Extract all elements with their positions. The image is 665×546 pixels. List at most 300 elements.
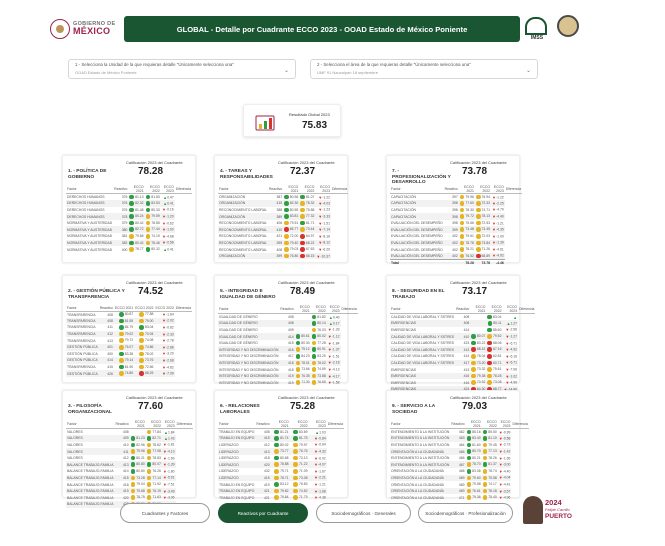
chevron-down-icon[interactable]: ⌄ xyxy=(283,68,289,74)
table-row[interactable] xyxy=(66,461,193,468)
diff-cell xyxy=(309,488,327,495)
table-row[interactable] xyxy=(66,337,192,344)
table-row[interactable] xyxy=(390,246,522,253)
ecco-2021-value: 76.80 xyxy=(289,254,299,259)
ecco-2021-cell xyxy=(114,318,134,325)
table-row[interactable] xyxy=(66,331,192,338)
table-row[interactable] xyxy=(218,442,344,449)
column-header[interactable]: Factor xyxy=(390,420,450,429)
table-row[interactable] xyxy=(66,311,192,318)
tab-cuadrantes[interactable]: Cuadrantes y Factores xyxy=(120,503,210,523)
ecco-2022-value: 78.46 xyxy=(151,240,160,245)
table-row[interactable] xyxy=(218,346,358,353)
status-dot-icon xyxy=(274,489,279,494)
diff-value: -1.51 xyxy=(331,354,340,359)
column-header[interactable]: Diferencia xyxy=(175,305,191,310)
ecco-2021-value: 74.80 xyxy=(124,371,134,376)
arrow-down-icon: ▼ xyxy=(327,367,332,373)
reactivo-cell: 417 xyxy=(287,354,294,359)
ecco-2022-cell xyxy=(145,220,161,227)
column-header[interactable]: Factor xyxy=(390,305,455,314)
diff-cell xyxy=(498,442,512,449)
table-row[interactable] xyxy=(218,448,344,455)
table-row[interactable] xyxy=(390,200,522,207)
table-row[interactable] xyxy=(218,327,358,334)
ecco-2021-cell xyxy=(295,340,311,347)
status-dot-icon xyxy=(467,449,472,454)
column-header[interactable]: ECCO 2023 xyxy=(309,420,327,429)
arrow-down-icon: ▼ xyxy=(162,488,167,494)
reactivo-cell: 420 xyxy=(123,495,129,500)
status-dot-icon xyxy=(312,354,317,359)
ecco-2021-cell xyxy=(128,194,144,201)
table-row[interactable] xyxy=(66,455,193,462)
quadrant-panel xyxy=(214,275,357,386)
diff-cell xyxy=(502,314,518,321)
table-row[interactable] xyxy=(66,220,192,227)
table-row[interactable] xyxy=(390,455,529,462)
ecco-2021-value: 82.72 xyxy=(135,227,144,232)
status-dot-icon xyxy=(131,449,136,454)
brand-word: PUERTO xyxy=(545,513,572,520)
column-header[interactable]: ECCO 2021 xyxy=(466,420,482,429)
diff-cell xyxy=(162,475,176,482)
table-row[interactable] xyxy=(218,220,348,227)
diff-value: 0.17 xyxy=(332,321,340,326)
table-row[interactable] xyxy=(390,194,522,201)
status-dot-icon xyxy=(471,341,476,346)
ecco-2021-value: 80.68 xyxy=(280,456,289,461)
column-header[interactable]: Diferencia xyxy=(331,185,348,194)
table-row[interactable] xyxy=(390,448,529,455)
reactivos-table xyxy=(390,305,535,393)
reactivo-cell: 426 xyxy=(99,370,114,377)
table-row[interactable] xyxy=(390,353,535,360)
table-row[interactable] xyxy=(66,475,193,482)
column-header[interactable]: Diferencia xyxy=(511,420,528,429)
table-row[interactable] xyxy=(218,435,344,442)
column-header[interactable]: ECCO 2021 xyxy=(459,185,475,194)
status-dot-icon xyxy=(147,449,152,454)
ecco-2021-cell xyxy=(128,220,144,227)
diff-cell xyxy=(161,220,175,227)
table-row[interactable] xyxy=(66,233,192,240)
column-header[interactable]: ECCO 2021 xyxy=(271,420,290,429)
table-row[interactable] xyxy=(390,320,535,327)
arrow-down-icon: ▼ xyxy=(318,214,323,220)
diff-value: -7.06 xyxy=(509,367,518,372)
table-row[interactable] xyxy=(390,226,522,233)
table-row[interactable] xyxy=(390,379,535,386)
diff-value: -4.99 xyxy=(509,380,518,385)
arrow-up-icon: ▲ xyxy=(164,429,168,435)
factor-cell: RECONOCIMIENTO LABORAL xyxy=(219,227,267,232)
ecco-2022-cell xyxy=(299,207,315,214)
imss-logo xyxy=(525,17,549,41)
quadrant-name: 9. - SERVICIO A LA SOCIEDAD xyxy=(392,404,436,415)
table-row[interactable] xyxy=(390,233,522,240)
ecco-2022-value: 75.88 xyxy=(305,207,315,212)
diff-value: -8.16 xyxy=(322,234,330,239)
table-row[interactable] xyxy=(218,340,358,347)
column-header[interactable]: ECCO 2022 xyxy=(482,420,498,429)
table-row[interactable] xyxy=(218,240,348,247)
table-row[interactable] xyxy=(390,494,529,501)
reactivo-cell: 417 xyxy=(455,360,470,367)
column-header[interactable]: ECCO 2023 xyxy=(161,185,175,194)
column-header[interactable]: Factor xyxy=(218,305,279,314)
table-row[interactable] xyxy=(218,207,348,214)
column-header[interactable]: ECCO 2021 xyxy=(128,185,144,194)
table-row[interactable] xyxy=(66,364,192,371)
column-header[interactable]: Diferencia xyxy=(341,305,358,314)
reactivo-cell: 395 xyxy=(268,240,283,247)
status-dot-icon xyxy=(274,495,279,500)
ecco-2022-value: 78.82 xyxy=(152,442,161,447)
ecco-2022-cell xyxy=(482,429,498,436)
table-row[interactable] xyxy=(390,475,529,482)
status-dot-icon xyxy=(139,345,144,350)
arrow-down-icon: ▼ xyxy=(314,468,318,474)
table-row[interactable] xyxy=(218,488,344,495)
ecco-2021-cell xyxy=(470,379,486,386)
ecco-2022-value: 82.71 xyxy=(152,436,161,441)
table-row[interactable] xyxy=(390,213,522,220)
arrow-down-icon: ▼ xyxy=(327,334,332,340)
table-row[interactable] xyxy=(66,351,192,358)
arrow-down-icon: ▼ xyxy=(327,347,332,353)
table-row[interactable] xyxy=(66,442,193,449)
status-dot-icon xyxy=(274,436,279,441)
column-header[interactable]: ECCO 2021 xyxy=(283,185,299,194)
factor-cell: IGUALDAD DE GÉNERO xyxy=(218,333,279,340)
arrow-down-icon: ▼ xyxy=(498,475,503,481)
diff-value: 0.41 xyxy=(167,247,174,252)
diff-value: -6.71 xyxy=(509,360,518,365)
table-row[interactable] xyxy=(390,481,529,488)
ecco-2021-cell xyxy=(466,481,482,488)
factor-cell: BALANCE TRABAJO-FAMILIA xyxy=(67,475,114,480)
column-header[interactable]: Diferencia xyxy=(327,420,344,429)
table-row[interactable] xyxy=(390,253,522,260)
factor-cell: EMERGENCIAS xyxy=(390,320,455,327)
table-row[interactable] xyxy=(218,461,344,468)
diff-value: -4.35 xyxy=(495,227,504,232)
column-header[interactable]: ECCO 2022 xyxy=(146,420,162,429)
diff-cell xyxy=(309,455,327,462)
column-header[interactable]: Factor xyxy=(66,305,99,311)
column-header[interactable]: Factor xyxy=(66,185,113,194)
status-dot-icon xyxy=(487,328,492,333)
arrow-down-icon: ▼ xyxy=(505,347,510,353)
table-row[interactable] xyxy=(218,333,358,340)
diff-value: -7.14 xyxy=(322,227,330,232)
table-row[interactable] xyxy=(218,481,344,488)
table-row[interactable] xyxy=(218,246,348,253)
table-row[interactable] xyxy=(218,226,348,233)
column-header[interactable]: ECCO 2022 xyxy=(299,185,315,194)
tab-socio-profesionalizacion[interactable]: Sociodemográficos · Profesionalización xyxy=(418,503,513,523)
ecco-2022-cell xyxy=(482,448,498,455)
table-row[interactable] xyxy=(218,366,358,373)
quadrant-panel xyxy=(386,390,528,501)
table-row[interactable] xyxy=(66,200,192,207)
column-header[interactable]: ECCO 2021 xyxy=(130,420,146,429)
quadrant-name: 4. - TAREAS Y RESPONSABILIDADES xyxy=(220,169,273,180)
table-row[interactable] xyxy=(390,435,529,442)
table-row[interactable] xyxy=(218,468,344,475)
ecco-2022-value: 81.07 xyxy=(305,194,315,199)
table-row[interactable] xyxy=(66,240,192,247)
factor-cell: EVALUACIÓN DEL DESEMPEÑO xyxy=(391,240,443,245)
status-dot-icon xyxy=(131,469,136,474)
column-header[interactable]: ECCO 2021 xyxy=(295,305,311,314)
table-row[interactable] xyxy=(390,340,535,347)
table-row[interactable] xyxy=(390,366,535,373)
column-header[interactable]: Reactivo xyxy=(268,185,283,194)
table-row[interactable] xyxy=(218,475,344,482)
ecco-2021-cell xyxy=(295,327,311,334)
table-row[interactable] xyxy=(218,353,358,360)
quadrant-name: 2. - GESTIÓN PÚBLICA Y TRANSPARENCIA xyxy=(68,289,125,300)
ecco-2021-value: 73.48 xyxy=(465,227,474,232)
column-header[interactable]: Factor xyxy=(218,420,255,429)
table-row[interactable] xyxy=(66,370,192,377)
table-row[interactable] xyxy=(390,442,529,449)
arrow-down-icon: ▼ xyxy=(162,214,166,220)
diff-value: -4.32 xyxy=(317,449,326,454)
column-header[interactable]: Factor xyxy=(390,185,444,194)
diff-cell xyxy=(491,200,505,207)
diff-value: -4.41 xyxy=(502,482,511,487)
status-dot-icon xyxy=(119,358,124,363)
column-header[interactable]: Reactivo xyxy=(455,305,470,314)
column-header[interactable]: ECCO 2022 xyxy=(135,305,154,310)
column-header[interactable]: Reactivo xyxy=(255,420,270,429)
table-row[interactable] xyxy=(390,327,535,334)
table-row[interactable] xyxy=(218,379,358,386)
column-header[interactable]: Reactivo xyxy=(113,185,128,194)
status-dot-icon xyxy=(476,214,481,219)
column-header[interactable]: Diferencia xyxy=(505,185,522,194)
table-row[interactable] xyxy=(390,346,535,353)
diff-cell xyxy=(154,311,174,318)
ecco-2022-value: 72.53 xyxy=(481,221,491,226)
status-dot-icon xyxy=(284,195,289,200)
ecco-2022-cell xyxy=(482,435,498,442)
table-row[interactable] xyxy=(66,448,193,455)
ecco-2022-cell xyxy=(134,364,154,371)
factor-cell: CALIDAD DE VIDA LABORAL Y SSTRES xyxy=(391,360,455,365)
status-dot-icon xyxy=(146,201,151,206)
diff-cell xyxy=(491,207,505,214)
ecco-2022-cell xyxy=(299,194,315,201)
ecco-2022-cell xyxy=(145,240,161,247)
table-row[interactable] xyxy=(218,360,358,367)
table-row[interactable] xyxy=(66,207,192,214)
table-row[interactable] xyxy=(390,429,529,436)
status-dot-icon xyxy=(293,443,298,448)
table-row[interactable] xyxy=(218,194,348,201)
tab-socio-generales[interactable]: Sociodemográficos · Generales xyxy=(316,503,411,523)
factor-cell: IGUALDAD DE GÉNERO xyxy=(219,341,258,346)
table-row[interactable] xyxy=(66,494,193,501)
table-row[interactable] xyxy=(66,435,193,442)
table-row[interactable] xyxy=(66,429,193,436)
status-dot-icon xyxy=(147,436,152,441)
table-row[interactable] xyxy=(390,461,529,468)
column-header[interactable]: ECCO 2023 xyxy=(498,420,512,429)
column-header[interactable]: Reactivo xyxy=(114,420,129,429)
table-row[interactable] xyxy=(218,494,344,501)
table-row[interactable] xyxy=(66,194,192,201)
table-row[interactable] xyxy=(66,468,193,475)
column-header[interactable]: ECCO 2022 xyxy=(475,185,491,194)
factor-cell: ORGANIZACIÓN xyxy=(218,213,268,220)
status-dot-icon xyxy=(119,319,124,324)
quadrant-panel xyxy=(386,155,520,263)
table-row[interactable] xyxy=(390,360,535,367)
column-header[interactable]: ECCO 2021 xyxy=(470,305,486,314)
quadrant-score-label: Calificación 2023 del Cuadrante xyxy=(450,395,507,400)
status-dot-icon xyxy=(483,436,488,441)
ecco-2021-cell xyxy=(130,468,146,475)
status-dot-icon xyxy=(293,449,298,454)
column-header[interactable]: ECCO 2023 xyxy=(162,420,176,429)
ecco-2022-cell xyxy=(146,468,162,475)
column-header[interactable]: ECCO 2022 xyxy=(311,305,327,314)
status-dot-icon xyxy=(476,195,481,200)
table-row[interactable] xyxy=(390,314,535,321)
table-row[interactable] xyxy=(390,488,529,495)
unit-filter-label: 1 - Selecciona la Unidad de la que requieras detalle "Únicamente selecciona una" xyxy=(75,62,234,67)
diff-cell xyxy=(315,253,331,260)
column-header[interactable]: Diferencia xyxy=(518,305,535,314)
ecco-2021-value: 79.36 xyxy=(472,495,481,500)
column-header[interactable]: ECCO 2023 xyxy=(315,185,331,194)
table-row[interactable] xyxy=(218,233,348,240)
status-dot-icon xyxy=(139,312,144,317)
quadrant-score: 75.28 xyxy=(290,401,316,412)
reactivo-cell: 462 xyxy=(458,430,465,435)
tab-reactivos[interactable]: Reactivos por Cuadrante xyxy=(218,503,308,523)
table-row[interactable] xyxy=(66,357,192,364)
table-row[interactable] xyxy=(218,200,348,207)
table-row[interactable] xyxy=(66,318,192,325)
column-header[interactable]: Reactivo xyxy=(450,420,465,429)
column-header[interactable]: Reactivo xyxy=(99,305,113,310)
table-row[interactable] xyxy=(390,373,535,380)
column-header[interactable]: ECCO 2023 xyxy=(502,305,518,314)
ecco-2021-value: 73.20 xyxy=(476,360,486,365)
status-dot-icon xyxy=(483,476,488,481)
column-header[interactable]: Factor xyxy=(66,420,114,429)
table-row[interactable] xyxy=(390,240,522,247)
table-row[interactable] xyxy=(218,320,358,327)
table-row[interactable] xyxy=(390,207,522,214)
factor-cell: LIDERAZGO xyxy=(218,475,255,482)
table-row[interactable] xyxy=(66,481,193,488)
ecco-2021-value: 83.40 xyxy=(472,436,481,441)
column-header[interactable]: Reactivo xyxy=(444,185,459,194)
diff-cell xyxy=(498,461,512,468)
column-header[interactable]: ECCO 2022 xyxy=(145,185,161,194)
reactivo-cell: 400 xyxy=(107,351,113,356)
column-header[interactable]: ECCO 2023 xyxy=(491,185,505,194)
area-filter[interactable] xyxy=(310,59,538,79)
status-dot-icon xyxy=(312,334,317,339)
factor-cell: DERECHOS HUMANOS xyxy=(66,213,113,220)
column-header[interactable]: ECCO 2023 xyxy=(327,305,341,314)
column-header[interactable]: ECCO 2022 xyxy=(290,420,309,429)
diff-value: -2.33 xyxy=(165,331,174,336)
column-header[interactable]: Factor xyxy=(218,185,268,194)
status-dot-icon xyxy=(146,208,151,213)
diff-value: 0.40 xyxy=(332,314,340,319)
table-row[interactable] xyxy=(218,213,348,220)
table-row[interactable] xyxy=(66,324,192,331)
quadrant-name: 6. - RELACIONES LABORALES xyxy=(220,404,260,415)
diff-cell xyxy=(327,340,341,347)
table-row[interactable] xyxy=(66,213,192,220)
status-dot-icon xyxy=(131,476,136,481)
table-row[interactable] xyxy=(66,246,192,253)
ecco-2022-cell xyxy=(290,442,309,449)
column-header[interactable]: ECCO 2022 xyxy=(486,305,502,314)
reactivo-cell: 414 xyxy=(123,469,129,474)
ecco-2021-value: 79.72 xyxy=(124,338,134,343)
ecco-2021-value: 82.96 xyxy=(136,442,145,447)
table-row[interactable] xyxy=(218,455,344,462)
table-row[interactable] xyxy=(390,333,535,340)
chevron-down-icon[interactable]: ⌄ xyxy=(525,68,531,74)
reactivo-cell: 408 xyxy=(123,430,129,435)
factor-cell: CALIDAD DE VIDA LABORAL Y SSTRES xyxy=(391,334,455,339)
table-row[interactable] xyxy=(66,344,192,351)
diff-value: -0.16 xyxy=(165,207,174,212)
ecco-2021-value: 73.77 xyxy=(280,449,289,454)
status-dot-icon xyxy=(460,208,465,213)
table-row[interactable] xyxy=(218,429,344,436)
table-row[interactable] xyxy=(218,253,348,260)
status-dot-icon xyxy=(296,361,301,366)
table-row[interactable] xyxy=(218,373,358,380)
ecco-2022-value: 78.83 xyxy=(152,456,161,461)
diff-cell xyxy=(327,360,341,367)
table-row[interactable] xyxy=(218,314,358,321)
quadrant-name: 5. - INTEGRIDAD E IGUALDAD DE GÉNERO xyxy=(220,289,276,300)
column-header[interactable]: ECCO 2023 xyxy=(155,305,174,310)
diff-value: -4.17 xyxy=(331,374,340,379)
status-dot-icon xyxy=(146,241,151,246)
column-header[interactable]: Diferencia xyxy=(175,185,192,194)
column-header[interactable]: ECCO 2021 xyxy=(114,305,134,310)
column-header[interactable]: Reactivo xyxy=(279,305,294,314)
reactivo-cell: 376 xyxy=(121,195,128,200)
arrow-down-icon: ▼ xyxy=(318,240,323,246)
reactivo-cell: 416 xyxy=(279,346,294,353)
column-header[interactable]: Diferencia xyxy=(176,420,193,429)
arrow-up-icon: ▲ xyxy=(163,247,168,253)
quadrant-score-label: Calificación 2023 del Cuadrante xyxy=(278,280,335,285)
table-row[interactable] xyxy=(390,468,529,475)
table-row[interactable] xyxy=(390,220,522,227)
table-row[interactable] xyxy=(66,488,193,495)
table-row[interactable] xyxy=(66,226,192,233)
factor-cell: CALIDAD DE VIDA LABORAL Y SSTRES xyxy=(391,354,455,359)
unit-filter[interactable] xyxy=(68,59,296,79)
diff-value: -4.40 xyxy=(495,214,504,219)
